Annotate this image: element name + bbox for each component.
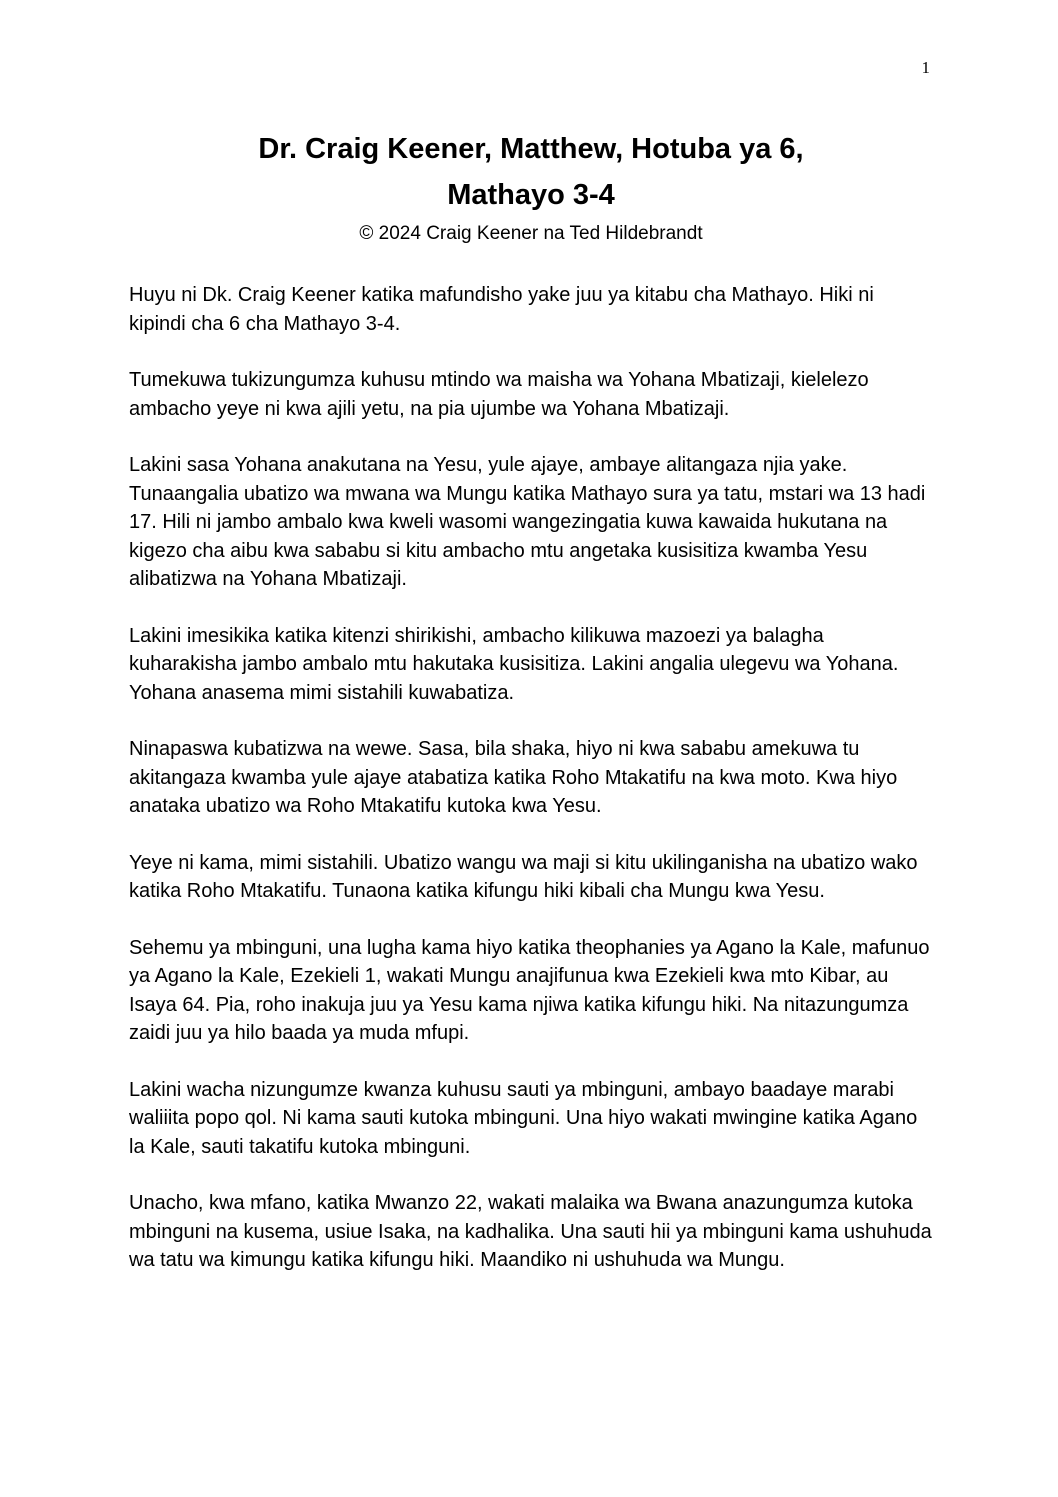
body-paragraph: Lakini wacha nizungumze kwanza kuhusu sauti ya mbinguni, ambayo baadaye marabi waliiita popo qol. Ni kama sauti kutoka mbinguni. Una hiyo wakati mwingine katika Agano la Kale, sauti takatifu kutoka mbinguni.: [129, 1078, 918, 1158]
body-paragraph: Sehemu ya mbinguni, una lugha kama hiyo katika theophanies ya Agano la Kale, mafunuo ya Agano la Kale, Ezekieli 1, wakati Mungu anajifunua kwa Ezekieli kwa mto Kibar, au Isaya 64. Pia, roho inakuja juu ya Yesu kama njiwa katika kifungu hiki. Na nitazungumza zaidi juu ya hilo baada ya muda mfupi.: [129, 936, 930, 1044]
body-paragraph: Yeye ni kama, mimi sistahili. Ubatizo wangu wa maji si kitu ukilinganisha na ubatizo wako katika Roho Mtakatifu. Tunaona katika kifungu hiki kibali cha Mungu kwa Yesu.: [129, 851, 918, 902]
page-number: 1: [921, 58, 930, 77]
body-paragraph: Lakini imesikika katika kitenzi shirikishi, ambacho kilikuwa mazoezi ya balagha kuharakisha jambo ambalo mtu hakutaka kusisitiza. Lakini angalia ulegevu wa Yohana. Yohana anasema mimi sistahili kuwabatiza.: [129, 624, 899, 704]
body-paragraph: Lakini sasa Yohana anakutana na Yesu, yule ajaye, ambaye alitangaza njia yake. Tunaangalia ubatizo wa mwana wa Mungu katika Mathayo sura ya tatu, mstari wa 13 hadi 17. Hili ni jambo ambalo kwa kweli wasomi wangezingatia kuwa kawaida hukutana na kigezo cha aibu kwa sababu si kitu ambacho mtu angetaka kusisitiza kwamba Yesu alibatizwa na Yohana Mbatizaji.: [129, 454, 926, 590]
body-paragraph: Unacho, kwa mfano, katika Mwanzo 22, wakati malaika wa Bwana anazungumza kutoka mbinguni na kusema, usiue Isaka, na kadhalika. Una sauti hii ya mbinguni kama ushuhuda wa tatu wa kimungu katika kifungu hiki. Maandiko ni ushuhuda wa Mungu.: [129, 1192, 932, 1271]
document-title: [129, 126, 933, 218]
document-content: [129, 0, 933, 1275]
document-title-line1: Dr. Craig Keener, Matthew, Hotuba ya 6,: [258, 133, 804, 165]
copyright-line: © 2024 Craig Keener na Ted Hildebrandt: [359, 223, 703, 244]
body-paragraph: Tumekuwa tukizungumza kuhusu mtindo wa maisha wa Yohana Mbatizaji, kielelezo ambacho yeye ni kwa ajili yetu, na pia ujumbe wa Yohana Mbatizaji.: [129, 369, 869, 420]
document-title-line2: Mathayo 3-4: [447, 179, 615, 211]
body-paragraph: Huyu ni Dk. Craig Keener katika mafundisho yake juu ya kitabu cha Mathayo. Hiki ni kipindi cha 6 cha Mathayo 3-4.: [129, 284, 874, 335]
body-paragraphs: [129, 281, 933, 1275]
body-paragraph: Ninapaswa kubatizwa na wewe. Sasa, bila shaka, hiyo ni kwa sababu amekuwa tu akitangaza kwamba yule ajaye atabatiza katika Roho Mtakatifu na kwa moto. Kwa hiyo anataka ubatizo wa Roho Mtakatifu kutoka kwa Yesu.: [129, 738, 898, 817]
